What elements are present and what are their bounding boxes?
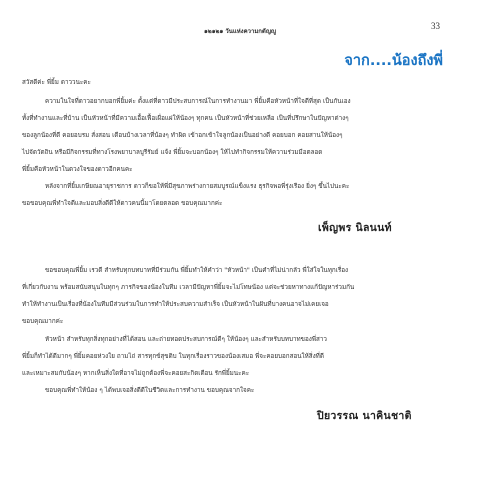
letter1-line: พี่ยิ้มคือหัวหน้าในดวงใจของดาวอีกคนคะ: [22, 166, 133, 173]
page-number: 33: [431, 21, 440, 31]
letter2-line: หัวหน้า สำหรับทุกสิ่งทุกอย่างที่ได้สอน และถ่ายทอดประสบการณ์ดีๆ ให้น้องๆ และสำหรับบทบาทของพี่สาว: [45, 336, 327, 343]
letter2-line: ทำให้ทำงานเป็นเรื่องที่น้องในทีมมีส่วนร่วมในการทำให้ประสบความสำเร็จ เป็นหัวหน้าในฝันที่บางคนอาจไม่เคยเจอ: [22, 301, 329, 308]
page-header-title: ๑๒๑๒๑ วันแห่งความกตัญญู: [203, 28, 277, 35]
letter2-signature: ปิยวรรณ นาคินชาติ: [317, 410, 412, 422]
letter1-signature: เพ็ญพร นิลนนท์: [318, 222, 392, 234]
letter1-line: ทั้งที่ทำงานและที่บ้าน เป็นหัวหน้าที่มีความเอื้อเฟื้อเผื่อแผ่ให้น้องๆ ทุกคน เป็นหัวหน้าที่ช่วยเหลือ เป็นที่ปรึกษาในปัญหาต่างๆ: [22, 115, 349, 122]
letter2-line: และเหมาะสมกับน้องๆ หากเห็นสิ่งใดที่อาจไม่ถูกต้องพี่จะคอยสะกิดเตือน รักพี่ยิ้มนะคะ: [22, 370, 250, 377]
letter2-line: ที่เกี่ยวกับงาน พร้อมสนับสนุนในทุกๆ ภารกิจของน้องในทีม เวลามีปัญหาพี่ยิ้มจะไม่โทษน้อง แต่จะช่วยหาทางแก้ปัญหาร่วมกัน: [22, 284, 355, 291]
letter2-line: ขอบคุณมากค่ะ: [22, 318, 64, 325]
letter2-line: ขอขอบคุณพี่ยิ้ม เรวดี สำหรับทุกบทบาทที่มีร่วมกัน พี่ยิ้มทำให้คำว่า "หัวหน้า" เป็นคำที่ไม่น่ากลัว พี่ใส่ใจในทุกเรื่อง: [45, 267, 349, 274]
letter1-line: ขอขอบคุณพี่ทำใจดีและมอบสิ่งดีดีให้ดาวคนนี้มาโดยตลอด ขอบคุณมากค่ะ: [22, 200, 223, 207]
section-heading: จาก....น้องถึงพี่: [344, 53, 443, 69]
letter1-greeting: สวัสดีค่ะ พี่ยิ้ม ดาววนะคะ: [22, 79, 91, 86]
letter1-line: หลังจากที่ยิ้มเกษียณอายุราชการ ดาวก็ขอให้พี่มีสุขภาพร่างกายสมบูรณ์แข็งแรง ธุรกิจพอพี่รุ่งเรือง ยิ่งๆ ขึ้นไปนะคะ: [45, 183, 350, 190]
letter2-line: ขอบคุณพี่ทำให้น้อง ๆ ได้พบเจอสิ่งดีดีในชีวิตและการทำงาน ขอบคุณจากใจคะ: [45, 387, 255, 394]
letter1-line: ของลูกน้องที่ดี คอยอบรม สั่งสอน เตือนบ้างเวลาที่น้องๆ ทำผิด เข้าอกเข้าใจลูกน้องเป็นอย่างดี คอยบอก คอยสานให้น้องๆ: [22, 132, 343, 139]
letter2-line: พี่ยิ้มก็ทำได้ดีมากๆ พี่ยิ้มคอยห่วงใย ถามไถ่ สารทุกข์สุขดิบ ในทุกเรื่องราวของน้องเสมอ พี่จะคอยบอกสอนให้สิ่งที่ดี: [22, 353, 324, 360]
letter1-line: ไปจัดวัตถิน หรือมีกิจกรรมที่ทางโรงพยาบาลบูรีรัมย์ แจ้ง พี่ยิ้มจะบอกน้องๆ ให้ไปทำกิจกรรมให้ความร่วมมือตลอด: [22, 149, 323, 156]
letter1-line: ความในใจที่ดาวอยากบอกพี่ยิ้มค่ะ ตั้งแต่ที่ดาวมีประสบการณ์ในการทำงานมา พี่ยิ้มคือหัวหน้าที่ใจดีที่สุด เป็นกันเอง: [45, 98, 351, 105]
